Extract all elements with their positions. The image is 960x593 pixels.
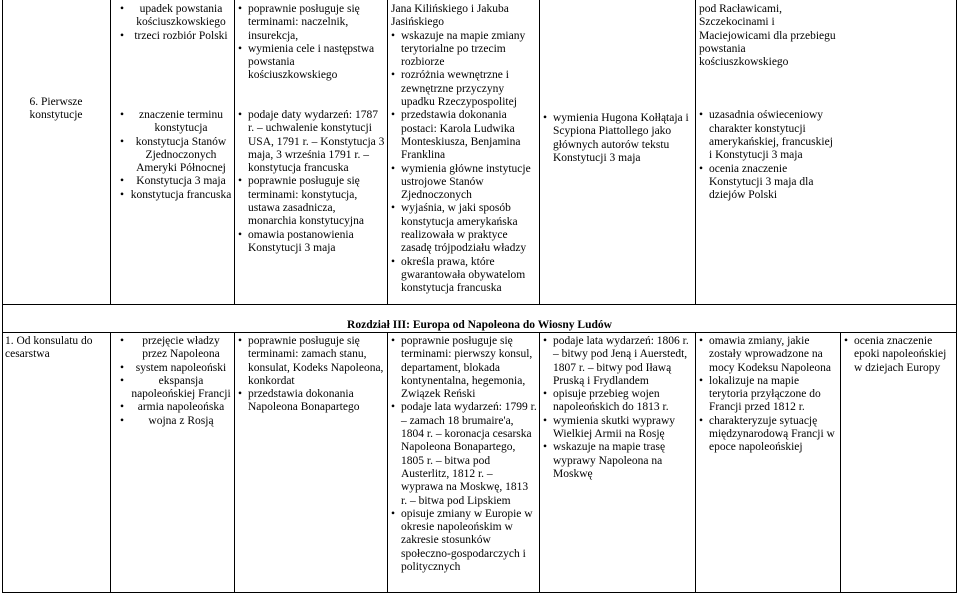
requirements-list-b (238, 109, 386, 255)
column-divider (956, 0, 957, 593)
requirements-cell (238, 3, 386, 83)
list-item: • opisuje zmiany w Europie w okresie napoleońskim w zakresie stosunków społeczno-gospodarczych i politycznych (391, 508, 537, 574)
column-divider (110, 0, 111, 304)
list-item: • podaje lata wydarzeń: 1799 r. – zamach 18 brumaire'a, 1804 r. – koronacja cesarska Napoleona Bonapartego, 1805 r. – bitwa pod Austerlitz, 1812 r. – wyprawa na Moskwę, 1813 r. – bitwa pod Lipskiem (391, 401, 537, 507)
row-divider (2, 304, 957, 305)
list-item: • określa prawa, które gwarantowała obywatelom konstytucja francuska (391, 256, 537, 296)
column-divider (539, 0, 540, 304)
list-item: • wymienia Hugona Kołłątaja i Scypiona Piattollego jako głównych autorów tekstu Konstytucji 3 maja (543, 112, 693, 165)
requirements-list (543, 112, 693, 165)
list-item: • poprawnie posługuje się terminami: zamach stanu, konsulat, Kodeks Napoleona, konkordat (238, 335, 386, 388)
list-item: • uzasadnia oświeceniowy charakter konstytucji amerykańskiej, francuskiej i Konstytucji 3 maja (699, 109, 837, 162)
content-list (114, 335, 232, 428)
requirements-cell (543, 112, 693, 165)
column-divider (2, 0, 3, 593)
list-item: • znaczenie terminu konstytucja (120, 109, 232, 136)
continuation-text: pod Racławicami, Szczekocinami i Maciejowicami dla przebiegu powstania kościuszkowskiego (699, 3, 836, 69)
requirements-list-a (238, 3, 386, 83)
requirements-list (238, 335, 386, 415)
content-list-b (114, 109, 232, 202)
list-item: • wymienia cele i następstwa powstania kościuszkowskiego (238, 43, 386, 83)
requirements-list (391, 30, 537, 296)
column-divider (387, 332, 388, 593)
list-item: • wojna z Rosją (120, 415, 232, 428)
list-item: • wymienia skutki wyprawy Wielkiej Armii na Rosję (543, 415, 693, 442)
list-item: • Konstytucja 3 maja (120, 175, 232, 188)
content-list-a (114, 3, 232, 43)
continuation-text: Jana Kilińskiego i Jakuba Jasińskiego (391, 3, 509, 29)
list-item: • opisuje przebieg wojen napoleońskich do 1813 r. (543, 388, 693, 415)
requirements-list (844, 335, 954, 375)
list-item: • omawia zmiany, jakie zostały wprowadzone na mocy Kodeksu Napoleona (699, 335, 837, 375)
lesson-title-text: 1. Od konsulatu do cesarstwa (5, 335, 93, 361)
list-item: • konstytucja francuska (120, 189, 232, 202)
requirements-list (699, 335, 837, 455)
row-divider (2, 332, 957, 333)
requirements-cell (699, 3, 837, 203)
content-cell (114, 109, 232, 202)
lesson-title (4, 96, 108, 123)
list-item: • armia napoleońska (120, 401, 232, 414)
requirements-list (543, 335, 693, 481)
requirements-cell (543, 335, 693, 481)
column-divider (695, 0, 696, 304)
requirements-cell (844, 335, 954, 375)
list-item: • omawia postanowienia Konstytucji 3 maja (238, 229, 386, 256)
list-item: • ekspansja napoleońskiej Francji (120, 375, 232, 402)
list-item: • wymienia główne instytucje ustrojowe Stanów Zjednoczonych (391, 163, 537, 203)
list-item: • poprawnie posługuje się terminami: pierwszy konsul, departament, blokada kontynentalna, hegemonia, Związek Reński (391, 335, 537, 401)
list-item: • konstytucja Stanów Zjednoczonych Ameryki Północnej (120, 136, 232, 176)
requirements-cell (699, 335, 837, 455)
list-item: • wyjaśnia, w jaki sposób konstytucja amerykańska realizowała w praktyce zasadę trójpodziału władzy (391, 202, 537, 255)
requirements-cell (391, 3, 537, 296)
list-item: • wskazuje na mapie trasę wyprawy Napoleona na Moskwę (543, 441, 693, 481)
list-item: • podaje daty wydarzeń: 1787 r. – uchwalenie konstytucji USA, 1791 r. – Konstytucja 3 maja, 3 września 1791 r. – konstytucja francuska (238, 109, 386, 175)
list-item: • system napoleoński (120, 362, 232, 375)
list-item: • charakteryzuje sytuację międzynarodową Francji w epoce napoleońskiej (699, 415, 837, 455)
requirements-cell (391, 335, 537, 574)
requirements-list (391, 335, 537, 574)
list-item: • upadek powstania kościuszkowskiego (120, 3, 232, 30)
curriculum-table (2, 0, 957, 593)
requirements-list (699, 109, 837, 202)
column-divider (234, 332, 235, 593)
list-item: • podaje lata wydarzeń: 1806 r. – bitwy pod Jeną i Auerstedt, 1807 r. – bitwy pod Iławą Pruską i Frydlandem (543, 335, 693, 388)
column-divider (539, 332, 540, 593)
column-divider (234, 0, 235, 304)
list-item: • poprawnie posługuje się terminami: naczelnik, insurekcja, (238, 3, 386, 43)
list-item: • rozróżnia wewnętrzne i zewnętrzne przyczyny upadku Rzeczypospolitej (391, 69, 537, 109)
lesson-title-text: 6. Pierwsze konstytucje (29, 96, 83, 122)
requirements-cell (238, 335, 386, 415)
content-cell (114, 335, 232, 428)
list-item: • przedstawia dokonania postaci: Karola Ludwika Monteskiusza, Benjamina Franklina (391, 109, 537, 162)
column-divider (840, 332, 841, 593)
list-item: • ocenia znaczenie Konstytucji 3 maja dla dziejów Polski (699, 163, 837, 203)
list-item: • wskazuje na mapie zmiany terytorialne po trzecim rozbiorze (391, 30, 537, 70)
list-item: • ocenia znaczenie epoki napoleońskiej w dziejach Europy (844, 335, 954, 375)
list-item: • poprawnie posługuje się terminami: konstytucja, ustawa zasadnicza, monarchia konstytucyjna (238, 175, 386, 228)
list-item: • przejęcie władzy przez Napoleona (120, 335, 232, 362)
requirements-cell (238, 109, 386, 255)
chapter-heading: Rozdział III: Europa od Napoleona do Wiosny Ludów (347, 319, 612, 331)
content-cell (114, 3, 232, 43)
column-divider (387, 0, 388, 304)
lesson-title (5, 335, 108, 362)
column-divider (695, 332, 696, 593)
list-item: • przedstawia dokonania Napoleona Bonapartego (238, 388, 386, 415)
column-divider (110, 332, 111, 593)
list-item: • lokalizuje na mapie terytoria przyłączone do Francji przed 1812 r. (699, 375, 837, 415)
list-item: • trzeci rozbiór Polski (120, 30, 232, 43)
